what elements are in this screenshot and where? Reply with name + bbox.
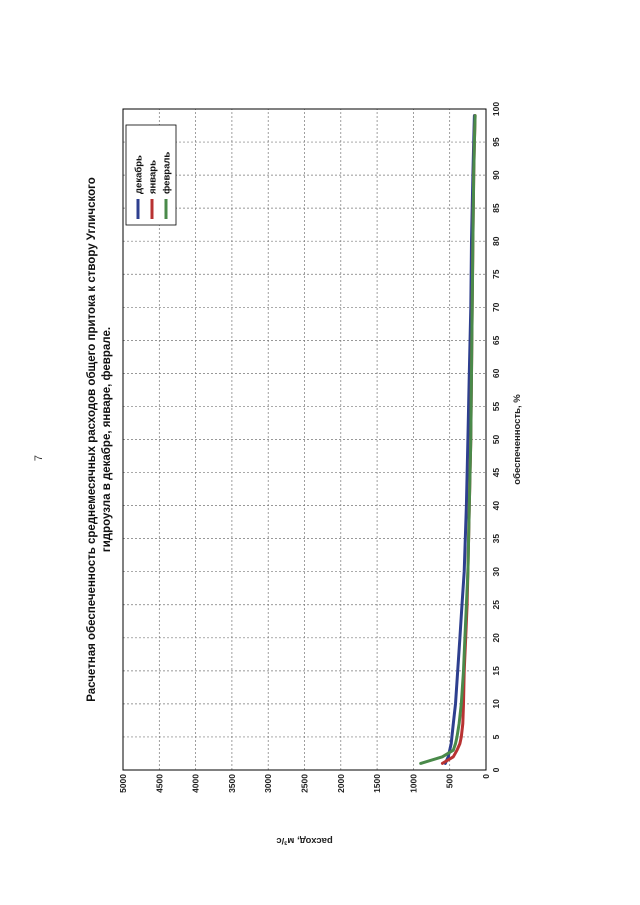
y-tick-label-5000: 5000 bbox=[118, 774, 128, 793]
legend-label-февраль: февраль bbox=[161, 151, 173, 194]
page-number: 7 bbox=[33, 454, 46, 462]
chart-title-line-2: гидроузла в декабре, январе, феврале. bbox=[101, 326, 113, 553]
x-tick-label-0: 0 bbox=[491, 767, 501, 773]
x-tick-label-45: 45 bbox=[491, 467, 501, 478]
y-tick-label-2000: 2000 bbox=[335, 774, 346, 793]
y-tick-label-1500: 1500 bbox=[372, 774, 383, 793]
x-tick-label-30: 30 bbox=[491, 566, 501, 577]
y-tick-label-3000: 3000 bbox=[263, 774, 274, 793]
x-tick-label-80: 80 bbox=[491, 236, 501, 246]
x-tick-label-20: 20 bbox=[491, 633, 501, 643]
y-tick-label-4000: 4000 bbox=[190, 774, 201, 793]
y-tick-label-0: 0 bbox=[481, 774, 491, 779]
y-tick-label-3500: 3500 bbox=[226, 774, 237, 793]
x-tick-label-40: 40 bbox=[491, 500, 501, 511]
x-tick-label-10: 10 bbox=[491, 699, 501, 709]
x-tick-label-15: 15 bbox=[491, 666, 501, 676]
x-tick-label-100: 100 bbox=[491, 101, 501, 117]
x-tick-label-70: 70 bbox=[491, 302, 501, 313]
chart-title-line-1: Расчетная обеспеченность среднемесячных расходов общего притока к створу Угличского bbox=[86, 177, 98, 702]
x-tick-label-95: 95 bbox=[491, 137, 501, 147]
grid-layer bbox=[123, 109, 486, 770]
x-tick-label-5: 5 bbox=[491, 734, 501, 740]
x-axis-label: обеспеченность, % bbox=[512, 394, 523, 485]
x-tick-label-25: 25 bbox=[491, 600, 501, 610]
x-tick-label-60: 60 bbox=[491, 368, 501, 379]
x-tick-label-75: 75 bbox=[491, 269, 501, 279]
x-tick-label-65: 65 bbox=[491, 335, 501, 346]
x-tick-label-90: 90 bbox=[491, 170, 501, 180]
legend bbox=[126, 125, 176, 225]
y-tick-label-500: 500 bbox=[444, 774, 455, 789]
x-tick-label-35: 35 bbox=[491, 533, 501, 544]
y-tick-label-2500: 2500 bbox=[299, 774, 310, 793]
legend-label-январь: январь bbox=[147, 160, 159, 194]
x-tick-label-85: 85 bbox=[491, 203, 501, 213]
y-axis-label: расход, м³/с bbox=[276, 835, 333, 846]
x-tick-label-50: 50 bbox=[491, 434, 501, 445]
legend-label-декабрь: декабрь bbox=[133, 155, 145, 194]
rotated-chart-group bbox=[86, 102, 523, 846]
x-tick-label-55: 55 bbox=[491, 401, 501, 412]
y-tick-label-1000: 1000 bbox=[408, 774, 419, 793]
y-tick-label-4500: 4500 bbox=[154, 774, 165, 793]
